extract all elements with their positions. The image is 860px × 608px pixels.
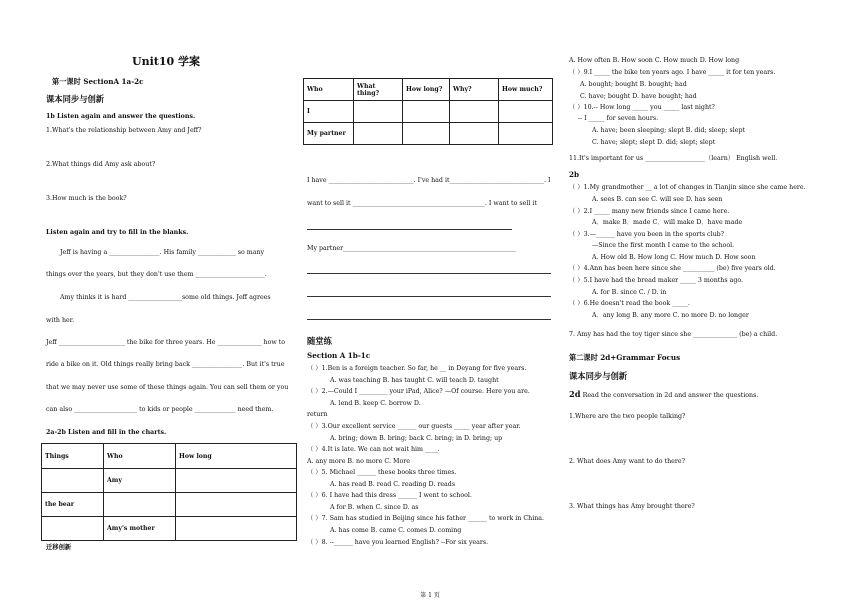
mc-line: A. for B. since C. / D. in bbox=[592, 289, 667, 296]
chart-table-1 bbox=[41, 443, 297, 541]
mc-line: A．any long B. any more C. no more D. no longer bbox=[592, 312, 749, 319]
mc-line: A. have; been sleeping; slept B. did; sleep; slept bbox=[592, 127, 746, 134]
q1b-question: 2.What things did Amy ask about? bbox=[46, 161, 156, 168]
table-cell bbox=[176, 493, 297, 517]
practice-heading: 随堂练 bbox=[307, 336, 332, 346]
mc-line: A. has read B. read C. reading D. reads bbox=[330, 481, 456, 488]
transfer-heading: 迁移创新 bbox=[46, 544, 72, 551]
table-header: Who bbox=[104, 444, 176, 469]
mc-line: 7. Amy has had the toy tiger since she ______________ (be) a child. bbox=[569, 331, 778, 338]
mc-line: A. bring; down B. bring; back C. bring; in D. bring; up bbox=[330, 435, 503, 442]
table-cell bbox=[42, 517, 104, 541]
mc-line: A. sees B. can see C. will see D. has seen bbox=[592, 196, 723, 203]
write-line: My partner_______________________________________________________ bbox=[307, 245, 517, 252]
q1b-question: 1.What's the relationship between Amy and Jeff? bbox=[46, 127, 202, 134]
table-cell bbox=[42, 469, 104, 493]
section-a-heading: Section A 1b-1c bbox=[307, 351, 371, 360]
read-2d-number: 2d bbox=[569, 389, 581, 399]
mc-line: （ ）6.He doesn't read the book _____. bbox=[569, 300, 690, 307]
mc-line: （ ）6. I have had this dress ______ I went to school. bbox=[307, 492, 472, 499]
table-cell: Amy's mother bbox=[104, 517, 176, 541]
answer-line bbox=[307, 229, 512, 230]
table-header: What thing? bbox=[354, 79, 403, 101]
fill-line: Amy thinks it is hard _________________some old things. Jeff agrees bbox=[60, 294, 271, 301]
mc-line: C. have; bought D. have bought; had bbox=[580, 93, 697, 100]
table-cell bbox=[176, 517, 297, 541]
fill-line: that we may never use some of these things again. You can sell them or you bbox=[46, 384, 289, 391]
mc-line: （ ）2.—Could I _________ your iPad, Alice? —Of course. Here you are. bbox=[307, 388, 530, 395]
page-title: Unit10 学案 bbox=[132, 55, 200, 68]
fill-line: things over the years, but they don't use them ______________________. bbox=[46, 271, 267, 278]
table-header: How long bbox=[176, 444, 297, 469]
mc-line: （ ）1.Ben is a foreign teacher. So far, he __ in Deyang for five years. bbox=[307, 365, 527, 372]
lesson2-heading: 第二课时 2d+Grammar Focus bbox=[569, 353, 681, 362]
mc-line: return bbox=[307, 411, 328, 418]
mc-line: A for B. when C. since D. as bbox=[330, 504, 419, 511]
mc-line: —Since the first month I came to the school. bbox=[592, 242, 735, 249]
fill-line: can also ____________________ to kids or people _____________ need them. bbox=[46, 406, 274, 413]
table-cell bbox=[104, 493, 176, 517]
mc-line: （ ）4.Ann has been here since she __________ (be) five years old. bbox=[569, 265, 776, 272]
read-2d-text: Read the conversation in 2d and answer the questions. bbox=[582, 392, 759, 399]
table-header: Why? bbox=[450, 79, 499, 101]
mc-line: A. lend B. keep C. borrow D. bbox=[330, 400, 421, 407]
answer-line bbox=[307, 319, 551, 320]
mc-line: （ ）5. Michael ______ these books three times. bbox=[307, 469, 457, 476]
chart-heading: 2a-2b Listen and fill in the charts. bbox=[46, 429, 167, 436]
mc-line: （ ）3.—______ have you been in the sports club? bbox=[569, 231, 725, 238]
read-2d-instruction bbox=[569, 390, 758, 400]
answer-line bbox=[307, 273, 551, 274]
listen-fill-heading: Listen again and try to fill in the blanks. bbox=[46, 229, 189, 236]
mc-line: -- I _____ for seven hours. bbox=[578, 115, 659, 122]
chart-table-2 bbox=[303, 78, 553, 145]
table-header: How long? bbox=[403, 79, 450, 101]
table-cell: the bear bbox=[42, 493, 104, 517]
mc-line: （ ）7. Sam has studied in Beijing since his father ______ to work in China. bbox=[307, 515, 545, 522]
section-2b-heading: 2b bbox=[569, 170, 580, 179]
fill-line: Jeff is having a ________________. His family ____________ so many bbox=[60, 249, 265, 256]
lesson1-heading: 第一课时 SectionA 1a-2c bbox=[52, 77, 144, 86]
q2d-question: 3. What things has Amy brought there? bbox=[569, 503, 695, 510]
fill-line: Jeff _____________________ the bike for three years. He ______________ how to bbox=[46, 339, 286, 346]
mc-line: （ ）4.It is late. We can not wait him ____. bbox=[307, 446, 440, 453]
mc-line: （ ）2.I _____ many new friends since I came here. bbox=[569, 208, 730, 215]
mc-line: （ ）3.Our excellent service ______ our guests _____ year after year. bbox=[307, 423, 521, 430]
table-cell: Amy bbox=[104, 469, 176, 493]
fill-line: with her. bbox=[46, 317, 75, 324]
page-footer: 第 1 页 bbox=[420, 592, 440, 599]
answer-line bbox=[307, 296, 551, 297]
mc-line: （ ）1.My grandmother __ a lot of changes in Tianjin since she came here. bbox=[569, 184, 806, 191]
q1b-heading: 1b Listen again and answer the questions. bbox=[46, 113, 196, 120]
mc-line: A. How often B. How soon C. How much D. How long bbox=[569, 57, 740, 64]
mc-line: 11.It's important for us ___________________（learn） English well. bbox=[569, 155, 778, 162]
table-cell bbox=[176, 469, 297, 493]
q2d-question: 2. What does Amy want to do there? bbox=[569, 458, 685, 465]
sync2-heading: 课本同步与创新 bbox=[569, 371, 628, 381]
sync-heading: 课本同步与创新 bbox=[46, 94, 105, 104]
fill-line: ride a bike on it. Old things really bring back ________________. But it's true bbox=[46, 361, 285, 368]
mc-line: （ ）5.I have had the bread maker _____ 3 months ago. bbox=[569, 277, 744, 284]
mc-line: A．make B．made C．will make D．have made bbox=[592, 219, 743, 226]
write-line: I have ___________________________. I've had it______________________________. I bbox=[307, 177, 551, 184]
table-header: Who bbox=[304, 79, 354, 101]
mc-line: （ ）10.-- How long _____ you _____ last night? bbox=[569, 104, 715, 111]
mc-line: （ ）8. --______ have you learned English? --For six years. bbox=[307, 539, 489, 546]
table-cell: I bbox=[304, 101, 354, 123]
table-cell: My partner bbox=[304, 123, 354, 145]
mc-line: A. How old B. How long C. How much D. How soon bbox=[592, 254, 756, 261]
write-line: want to sell it __________________________________________. I want to sell it bbox=[307, 200, 537, 207]
q2d-question: 1.Where are the two people talking? bbox=[569, 413, 686, 420]
mc-line: （ ）9.I _____ the bike ten years ago. I have _____ it for ten years. bbox=[569, 69, 776, 76]
mc-line: A. was teaching B. has taught C. will teach D. taught bbox=[330, 377, 499, 384]
q1b-question: 3.How much is the book? bbox=[46, 195, 127, 202]
table-header: Things bbox=[42, 444, 104, 469]
table-header: How much? bbox=[499, 79, 553, 101]
mc-line: A. any more B. no more C. More bbox=[307, 458, 410, 465]
mc-line: C. have; slept; slept D. did; slept; slept bbox=[592, 139, 716, 146]
mc-line: A. has come B. came C. comes D. coming bbox=[330, 527, 462, 534]
mc-line: A. bought; bought B. bought; had bbox=[580, 81, 687, 88]
